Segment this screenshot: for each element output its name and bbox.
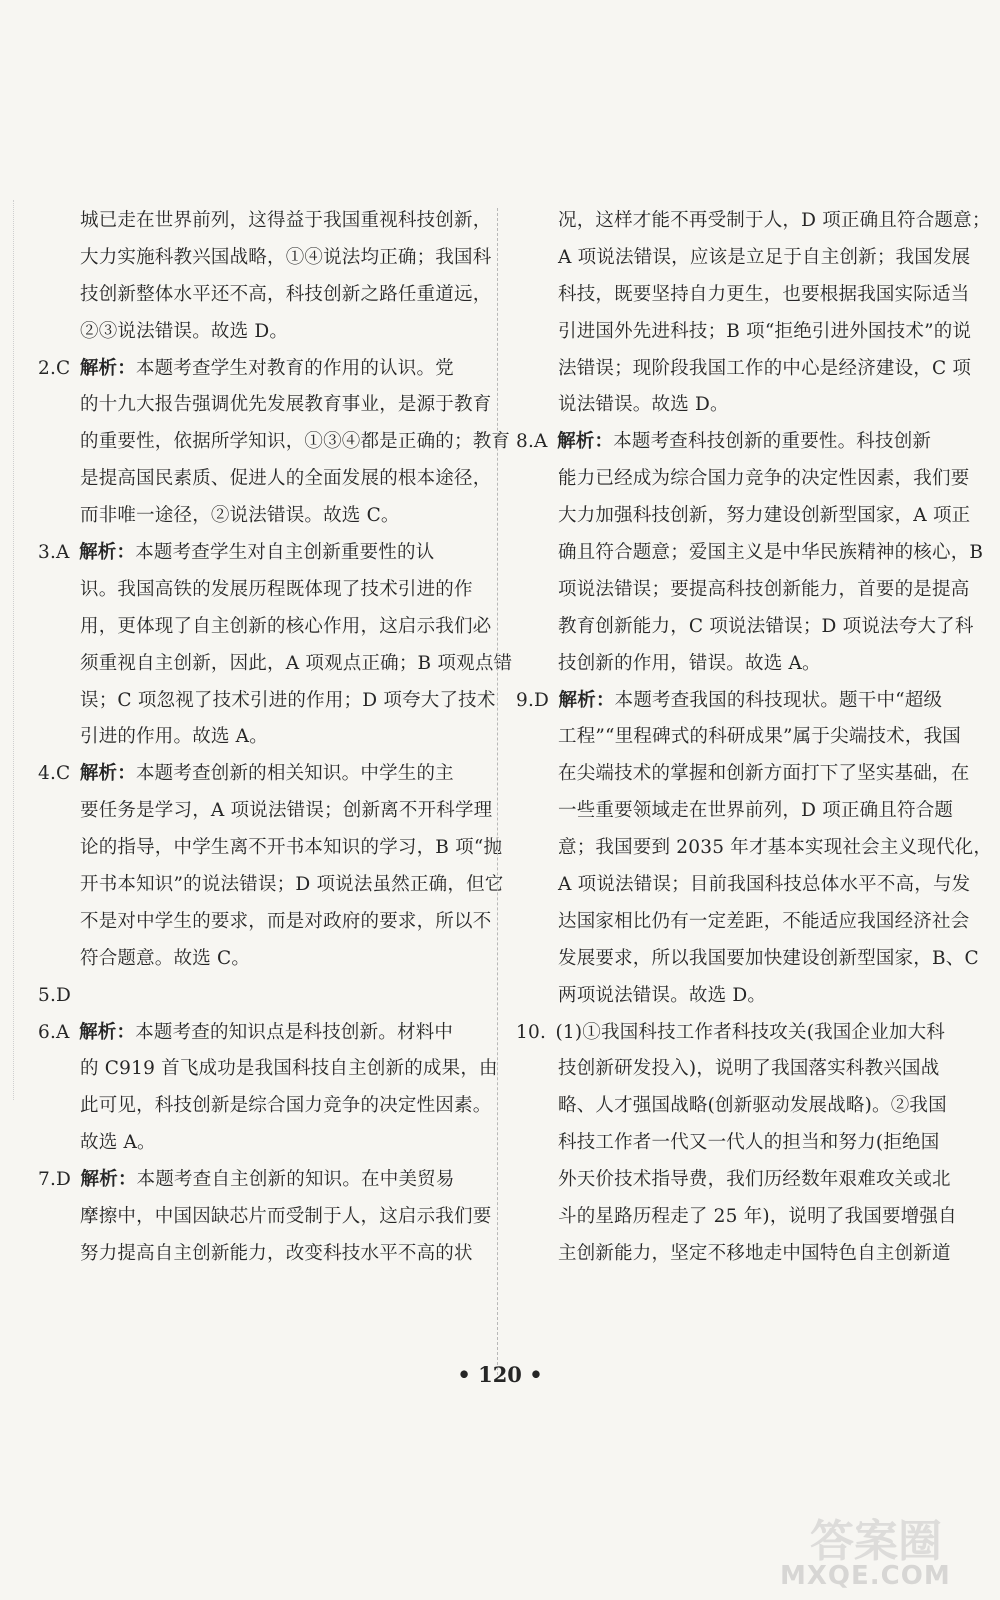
watermark-logo: 答案圈 [810, 1516, 942, 1567]
question-number: 10. [516, 1021, 547, 1043]
text-line [516, 387, 961, 424]
text-line [38, 387, 492, 424]
line-text: 须重视自主创新，因此，A 项观点正确；B 项观点错 [80, 652, 513, 674]
line-text: 项说法错误；要提高科技创新能力，首要的是提高 [558, 578, 970, 600]
line-text: 摩擦中，中国因缺芯片而受制于人，这启示我们要 [80, 1206, 492, 1228]
text-line [516, 978, 961, 1015]
question-number: 3.A [38, 542, 70, 564]
line-text: 发展要求，所以我国要加快建设创新型国家，B、C [558, 947, 979, 969]
analysis-label: 解析： [79, 542, 136, 564]
text-line [516, 535, 984, 572]
text-line [38, 1051, 498, 1088]
line-text: 开书本知识”的说法错误；D 项说法虽然正确，但它 [80, 874, 504, 896]
analysis-label: 解析： [79, 763, 136, 785]
text-line [516, 314, 972, 351]
line-text: 略、人才强国战略(创新驱动发展战略)。②我国 [558, 1095, 947, 1117]
line-text: (1)①我国科技工作者科技攻关(我国企业加大科 [555, 1021, 946, 1043]
line-text: 本题考查自主创新的知识。在中美贸易 [136, 1169, 455, 1191]
text-line [38, 830, 503, 867]
line-text: 用，更体现了自主创新的核心作用，这启示我们必 [80, 615, 492, 637]
line-text: 一些重要领域走在世界前列，D 项正确且符合题 [558, 800, 954, 822]
text-line [38, 535, 486, 572]
text-line [516, 1015, 961, 1052]
line-text: 不是对中学生的要求，而是对政府的要求，所以不 [80, 910, 492, 932]
line-text: 的重要性，依据所学知识，①③④都是正确的；教育 [80, 431, 511, 453]
line-text: 论的指导，中学生离不开书本知识的学习，B 项“抛 [80, 837, 503, 859]
line-text: 科技，既要坚持自力更生，也要根据我国实际适当 [558, 283, 970, 305]
text-line [516, 572, 970, 609]
text-line [38, 314, 486, 351]
line-text: 技创新整体水平还不高，科技创新之路任重道远， [80, 283, 492, 305]
text-line [38, 203, 492, 240]
text-line [38, 572, 486, 609]
text-line [38, 351, 486, 388]
line-text: 城已走在世界前列，这得益于我国重视科技创新， [80, 210, 492, 231]
text-line [516, 830, 993, 867]
line-text: 识。我国高铁的发展历程既体现了技术引进的作 [80, 578, 473, 600]
text-line [516, 941, 979, 978]
page-number: • 120 • [457, 1362, 543, 1387]
line-text: 况，这样才能不再受制于人，D 项正确且符合题意； [558, 210, 991, 231]
question-number: 9.D [516, 689, 550, 711]
column-divider [497, 208, 498, 1380]
text-line [38, 498, 486, 535]
text-line [38, 941, 486, 978]
right-column [516, 203, 993, 1273]
text-line [38, 719, 486, 756]
line-text: 达国家相比仍有一定差距，不能适应我国经济社会 [558, 910, 970, 932]
line-text: 此可见，科技创新是综合国力竞争的决定性因素。 [80, 1095, 492, 1117]
line-text: 意；我国要到 2035 年才基本实现社会主义现代化， [558, 837, 993, 859]
line-text: 技创新的作用，错误。故选 A。 [558, 652, 821, 674]
text-line [38, 609, 492, 646]
line-text: 能力已经成为综合国力竞争的决定性因素，我们要 [558, 468, 970, 490]
line-text: 教育创新能力，C 项说法错误；D 项说法夸大了科 [558, 615, 974, 637]
text-line [38, 867, 504, 904]
line-text: 大力实施科教兴国战略，①④说法均正确；我国科 [80, 246, 492, 268]
line-text: 科技工作者一代又一代人的担当和努力(拒绝国 [558, 1132, 940, 1154]
text-line [38, 1088, 492, 1125]
line-text: 的十九大报告强调优先发展教育事业，是源于教育 [80, 394, 492, 416]
line-text: 引进国外先进科技；B 项“拒绝引进外国技术”的说 [558, 320, 972, 342]
analysis-label: 解析： [80, 1169, 137, 1191]
text-line [38, 461, 492, 498]
text-line [38, 683, 496, 720]
line-text: 本题考查我国的科技现状。题干中“超级 [614, 689, 943, 711]
line-text: 努力提高自主创新能力，改变科技水平不高的状 [80, 1242, 473, 1264]
text-line [516, 461, 970, 498]
line-text: 是提高国民素质、促进人的全面发展的根本途径， [80, 468, 492, 490]
text-line [516, 1162, 961, 1199]
line-text: 主创新能力，坚定不移地走中国特色自主创新道 [558, 1242, 951, 1264]
analysis-label: 解析： [558, 689, 615, 711]
text-line [516, 1088, 961, 1125]
line-text: 本题考查学生对教育的作用的认识。党 [135, 357, 454, 379]
text-line [516, 756, 970, 793]
text-line [516, 1199, 961, 1236]
text-line [516, 1125, 961, 1162]
watermark [770, 1505, 990, 1595]
text-line [516, 424, 961, 461]
line-text: 本题考查创新的相关知识。中学生的主 [135, 763, 454, 785]
line-text: 技创新研发投入)，说明了我国落实科教兴国战 [558, 1058, 940, 1080]
line-text: A 项说法错误；目前我国科技总体水平不高，与发 [558, 874, 971, 896]
analysis-label: 解析： [79, 357, 136, 379]
text-line [38, 646, 513, 683]
text-line [516, 277, 970, 314]
line-text: 而非唯一途径，②说法错误。故选 C。 [80, 505, 400, 527]
text-line [38, 1015, 486, 1052]
text-line [516, 498, 971, 535]
question-number: 6.A [38, 1021, 70, 1043]
line-text: 工程”“里程碑式的科研成果”属于尖端技术，我国 [558, 726, 961, 748]
text-line [516, 351, 972, 388]
line-text: 引进的作用。故选 A。 [80, 726, 268, 748]
text-line [38, 424, 511, 461]
line-text: 斗的星路历程走了 25 年)，说明了我国要增强自 [558, 1206, 957, 1228]
question-number: 8.A [516, 431, 548, 453]
line-text: 的 C919 首飞成功是我国科技自主创新的成果，由 [80, 1058, 498, 1080]
text-line [38, 904, 492, 941]
text-line [516, 867, 971, 904]
line-text: 大力加强科技创新，努力建设创新型国家，A 项正 [558, 505, 971, 527]
text-line [38, 756, 486, 793]
analysis-label: 解析： [557, 431, 614, 453]
text-line [38, 978, 486, 1015]
text-line [38, 1162, 486, 1199]
text-line [516, 1236, 961, 1273]
line-text: 本题考查科技创新的重要性。科技创新 [613, 431, 932, 453]
text-line [516, 904, 970, 941]
text-line [516, 646, 961, 683]
line-text: 确且符合题意；爱国主义是中华民族精神的核心，B [558, 542, 984, 564]
line-text: A 项说法错误，应该是立足于自主创新；我国发展 [558, 246, 971, 268]
text-line [38, 1236, 486, 1273]
question-number: 5.D [38, 984, 72, 1006]
text-line [516, 793, 961, 830]
line-text: ②③说法错误。故选 D。 [80, 320, 289, 342]
text-line [516, 203, 991, 240]
line-text: 符合题意。故选 C。 [80, 947, 251, 969]
analysis-label: 解析： [79, 1021, 136, 1043]
text-line [38, 277, 492, 314]
margin-rule [13, 200, 14, 1100]
text-line [38, 240, 492, 277]
question-number: 4.C [38, 763, 71, 785]
line-text: 故选 A。 [80, 1132, 156, 1154]
line-text: 本题考查学生对自主创新重要性的认 [135, 542, 435, 564]
line-text: 法错误；现阶段我国工作的中心是经济建设，C 项 [558, 357, 972, 379]
line-text: 在尖端技术的掌握和创新方面打下了坚实基础，在 [558, 763, 970, 785]
question-number: 7.D [38, 1169, 72, 1191]
watermark-site: MXQE.COM [780, 1561, 951, 1591]
text-line [516, 609, 974, 646]
text-line [516, 719, 961, 756]
line-text: 外天价技术指导费，我们历经数年艰难攻关或北 [558, 1169, 951, 1191]
line-text: 说法错误。故选 D。 [558, 394, 729, 416]
line-text: 要任务是学习，A 项说法错误；创新离不开科学理 [80, 800, 493, 822]
line-text: 两项说法错误。故选 D。 [558, 984, 767, 1006]
left-column [38, 203, 513, 1273]
text-line [516, 1051, 961, 1088]
text-line [516, 683, 961, 720]
text-line [38, 1199, 492, 1236]
question-number: 2.C [38, 357, 71, 379]
line-text: 本题考查的知识点是科技创新。材料中 [135, 1021, 454, 1043]
line-text: 误；C 项忽视了技术引进的作用；D 项夸大了技术 [80, 689, 496, 711]
text-line [516, 240, 971, 277]
text-line [38, 1125, 486, 1162]
text-line [38, 793, 493, 830]
